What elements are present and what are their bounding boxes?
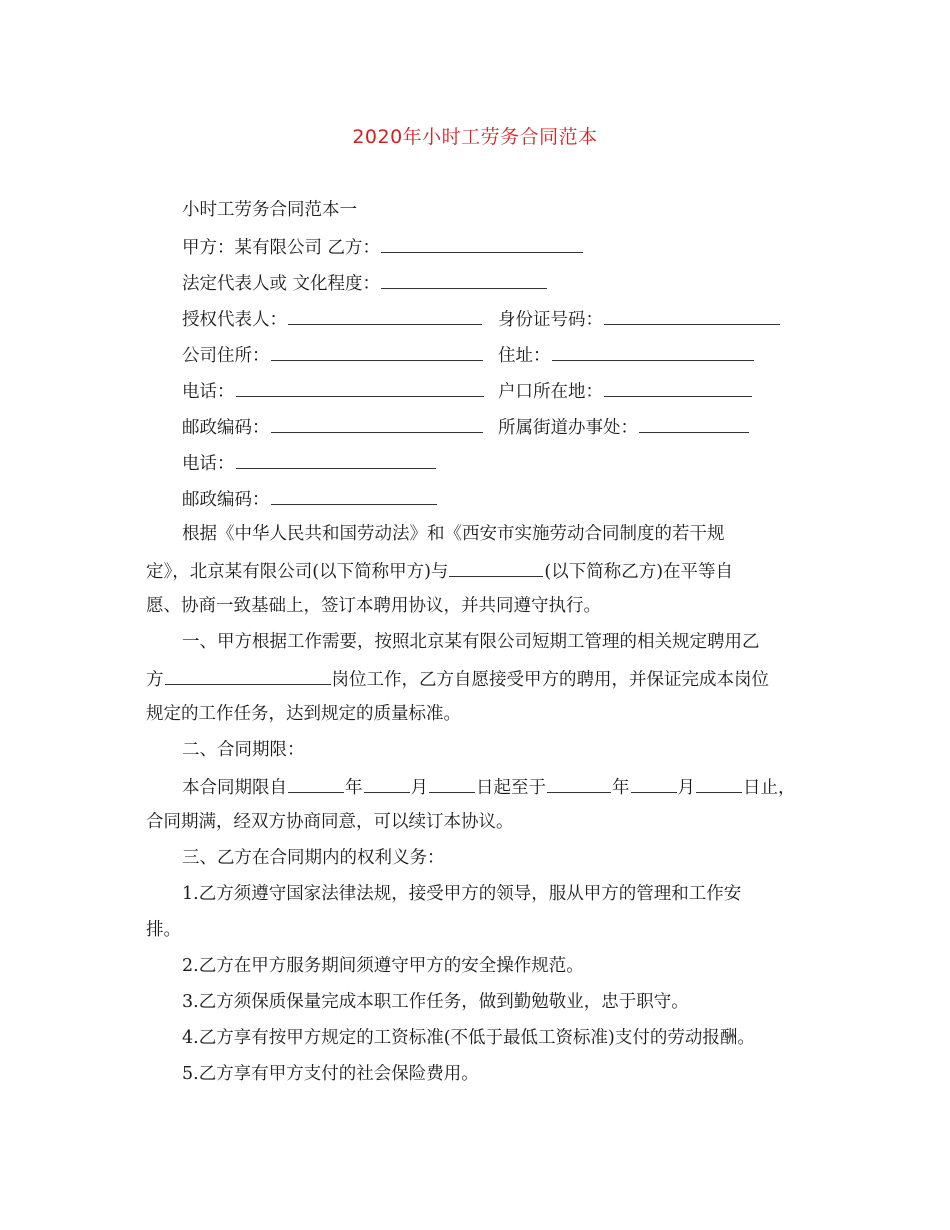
blank-end-year <box>547 774 611 793</box>
document-title: 2020年小时工劳务合同范本 <box>352 126 598 148</box>
clause2-day-to: 日止， <box>743 778 796 798</box>
field-label-hukou: 户口所在地： <box>498 382 603 402</box>
field-row-hukou <box>498 378 753 404</box>
field-row-postcode-b <box>182 486 438 512</box>
blank-street-office <box>639 414 749 433</box>
blank-addr <box>552 342 754 361</box>
clause2-month-label-2: 月 <box>677 778 695 798</box>
field-row-legal-rep <box>182 270 548 296</box>
field-row-company-addr <box>182 342 484 368</box>
clause3-item-2: 2.乙方在甲方服务期间须遵守甲方的安全操作规范。 <box>182 956 584 976</box>
clause1-line-2-start: 方 <box>146 670 164 690</box>
blank-education <box>381 270 547 289</box>
blank-party-b <box>381 234 583 253</box>
preamble-line-2-end: (以下简称乙方)在平等自 <box>544 562 734 582</box>
blank-start-day <box>429 774 475 793</box>
field-row-phone-a <box>182 378 485 404</box>
clause2-line-1 <box>182 774 796 800</box>
clause2-year-label-2: 年 <box>612 778 630 798</box>
clause2-year-label: 年 <box>345 778 363 798</box>
blank-phone-b <box>236 450 436 469</box>
clause3-item-5: 5.乙方享有甲方支付的社会保险费用。 <box>182 1064 479 1084</box>
field-label-postcode-a: 邮政编码： <box>182 418 270 438</box>
field-row-phone-b <box>182 450 437 476</box>
blank-company-addr <box>271 342 483 361</box>
clause3-item-3: 3.乙方须保质保量完成本职工作任务，做到勤勉敬业，忠于职守。 <box>182 992 689 1012</box>
field-row-postcode-a <box>182 414 484 440</box>
clause2-line-2: 合同期满，经双方协商同意，可以续订本协议。 <box>146 812 514 832</box>
blank-auth-rep <box>288 306 482 325</box>
clause2-term-from: 本合同期限自 <box>182 778 287 798</box>
field-row-id <box>498 306 781 332</box>
preamble-line-2 <box>146 558 733 584</box>
clause1-line-2 <box>146 666 769 692</box>
clause3-item-1-cont: 排。 <box>146 920 181 940</box>
field-row-street-office <box>498 414 750 440</box>
blank-start-year <box>288 774 344 793</box>
clause3-item-4: 4.乙方享有按甲方规定的工资标准(不低于最低工资标准)支付的劳动报酬。 <box>182 1028 755 1048</box>
blank-position <box>165 666 331 685</box>
field-label-phone-b: 电话： <box>182 454 235 474</box>
field-label-street-office: 所属街道办事处： <box>498 418 638 438</box>
field-row-party <box>182 234 584 260</box>
blank-end-month <box>631 774 677 793</box>
field-row-auth-rep <box>182 306 483 332</box>
field-label-party-a: 甲方：某有限公司 乙方： <box>182 238 381 258</box>
blank-end-day <box>696 774 742 793</box>
clause1-line-3: 规定的工作任务，达到规定的质量标准。 <box>146 704 461 724</box>
field-label-auth-rep: 授权代表人： <box>182 310 287 330</box>
clause2-day-from: 日起至于 <box>476 778 546 798</box>
preamble-line-2-start: 定》，北京某有限公司(以下简称甲方)与 <box>146 562 449 582</box>
preamble-line-3: 愿、协商一致基础上，签订本聘用协议，并共同遵守执行。 <box>146 596 601 616</box>
clause1-line-1: 一、甲方根据工作需要，按照北京某有限公司短期工管理的相关规定聘用乙 <box>182 632 760 652</box>
blank-postcode-b <box>271 486 437 505</box>
blank-postcode-a <box>271 414 483 433</box>
preamble-line-1: 根据《中华人民共和国劳动法》和《西安市实施劳动合同制度的若干规 <box>182 524 725 544</box>
blank-start-month <box>364 774 410 793</box>
field-label-addr: 住址： <box>498 346 551 366</box>
field-label-legal-rep: 法定代表人或 文化程度： <box>182 274 381 294</box>
clause2-heading: 二、合同期限： <box>182 740 305 760</box>
field-label-phone-a: 电话： <box>182 382 235 402</box>
blank-party-b-name <box>449 558 543 577</box>
field-label-postcode-b: 邮政编码： <box>182 490 270 510</box>
field-label-company-addr: 公司住所： <box>182 346 270 366</box>
clause1-line-2-end: 岗位工作，乙方自愿接受甲方的聘用，并保证完成本岗位 <box>331 670 769 690</box>
clause2-month-label: 月 <box>410 778 428 798</box>
clause3-item-1: 1.乙方须遵守国家法律法规，接受甲方的领导，服从甲方的管理和工作安 <box>182 884 742 904</box>
contract-subtitle: 小时工劳务合同范本一 <box>182 200 357 220</box>
clause3-heading: 三、乙方在合同期内的权利义务： <box>182 848 445 868</box>
field-label-id-no: 身份证号码： <box>498 310 603 330</box>
blank-phone-a <box>236 378 484 397</box>
blank-id-no <box>604 306 780 325</box>
field-row-addr <box>498 342 755 368</box>
blank-hukou <box>604 378 752 397</box>
